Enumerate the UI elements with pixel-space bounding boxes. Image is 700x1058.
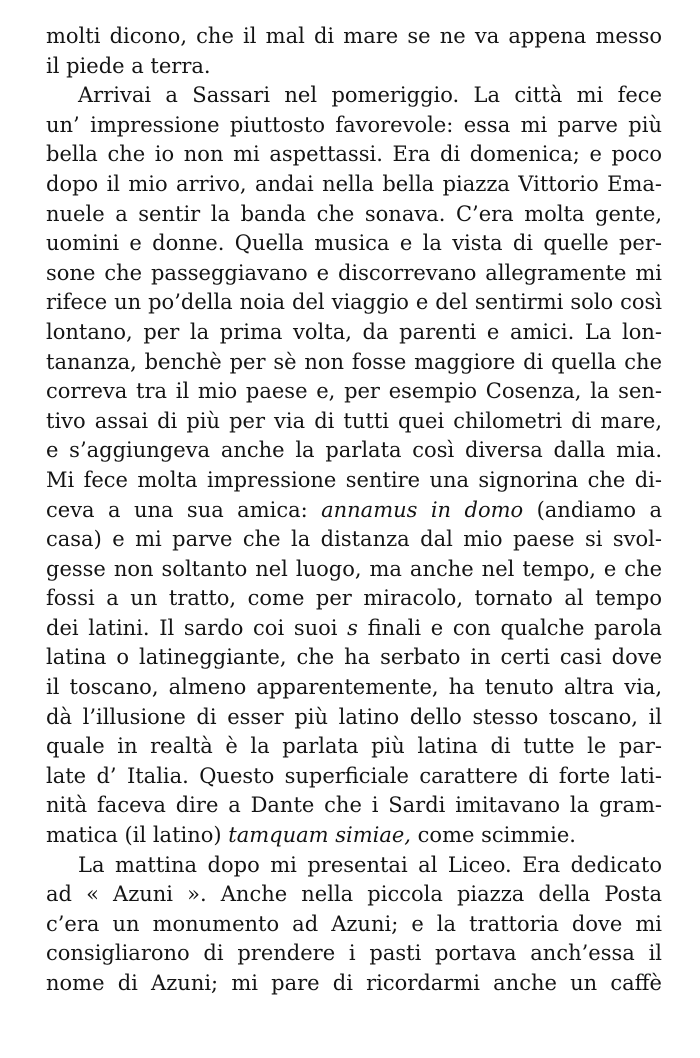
text-line: c’era un monumento ad Azuni; e la trattoria dove mi — [46, 911, 662, 936]
text-line: uomini e donne. Quella musica e la vista di quelle per- — [46, 231, 662, 256]
paragraph — [46, 81, 662, 850]
text-line: Arrivai a Sassari nel pomeriggio. La città mi fece — [78, 83, 662, 108]
text-line — [46, 614, 662, 644]
text-line: sone che passeggiavano e discorrevano allegramente mi — [46, 260, 662, 285]
text-line: dopo il mio arrivo, andai nella bella piazza Vittorio Ema- — [46, 171, 662, 196]
text-line — [46, 496, 662, 526]
latin-phrase: tamquam simiae, — [228, 823, 411, 848]
text-line: latina o latineggiante, che ha serbato in certi casi dove — [46, 645, 662, 670]
text-line: tivo assai di più per via di tutti quei chilometri di mare, — [46, 408, 662, 433]
text-line: nuele a sentir la banda che sonava. C’era molta gente, — [46, 201, 662, 226]
text-line: Mi fece molta impressione sentire una signorina che di- — [46, 467, 662, 492]
paragraph — [46, 851, 662, 999]
text-span: (andiamo a — [523, 497, 662, 522]
text-line: gesse non soltanto nel luogo, ma anche nel tempo, e che — [46, 556, 662, 581]
text-line: un’ impressione piuttosto favorevole: essa mi parve più — [46, 112, 662, 137]
text-line: molti dicono, che il mal di mare se ne va appena messo — [46, 24, 662, 48]
text-line: tananza, benchè per sè non fosse maggiore di quella che — [46, 349, 662, 374]
paragraph — [46, 22, 662, 81]
text-line: nome di Azuni; mi pare di ricordarmi anche un caffè — [46, 971, 662, 995]
text-span: come scimmie. — [410, 823, 576, 848]
text-line: il piede a terra. — [46, 53, 211, 78]
text-line: rifece un po’della noia del viaggio e del sentirmi solo così — [46, 290, 662, 315]
text-line: fossi a un tratto, come per miracolo, tornato al tempo — [46, 586, 662, 611]
italic-letter: s — [347, 615, 358, 640]
text-span: matica (il latino) — [46, 823, 229, 848]
text-line: quale in realtà è la parlata più latina di tutte le par- — [46, 734, 662, 759]
text-line: nità faceva dire a Dante che i Sardi imitavano la gram- — [46, 793, 662, 818]
text-line: lontano, per la prima volta, da parenti e amici. La lon- — [46, 319, 662, 344]
text-line — [46, 821, 662, 851]
text-line: ad « Azuni ». Anche nella piccola piazza della Posta — [46, 882, 662, 907]
text-span: dei latini. Il sardo coi suoi — [46, 615, 348, 640]
text-line: consigliarono di prendere i pasti portava anch’essa il — [46, 941, 662, 966]
text-line: il toscano, almeno apparentemente, ha tenuto altra via, — [46, 675, 662, 700]
text-span: finali e con qualche parola — [357, 615, 662, 640]
book-page — [46, 22, 662, 999]
text-line: e s’aggiungeva anche la parlata così diversa dalla mia. — [46, 438, 662, 463]
text-line: dà l’illusione di esser più latino dello stesso toscano, il — [46, 704, 662, 729]
text-line: casa) e mi parve che la distanza dal mio paese si svol- — [46, 527, 662, 552]
text-line: bella che io non mi aspettassi. Era di domenica; e poco — [46, 142, 662, 167]
text-line: La mattina dopo mi presentai al Liceo. Era dedicato — [78, 852, 662, 877]
text-span: ceva a una sua amica: — [46, 497, 322, 522]
text-line: late d’ Italia. Questo superficiale carattere di forte lati- — [46, 763, 662, 788]
text-line: correva tra il mio paese e, per esempio Cosenza, la sen- — [46, 379, 662, 404]
latin-phrase: annamus in domo — [321, 497, 524, 522]
